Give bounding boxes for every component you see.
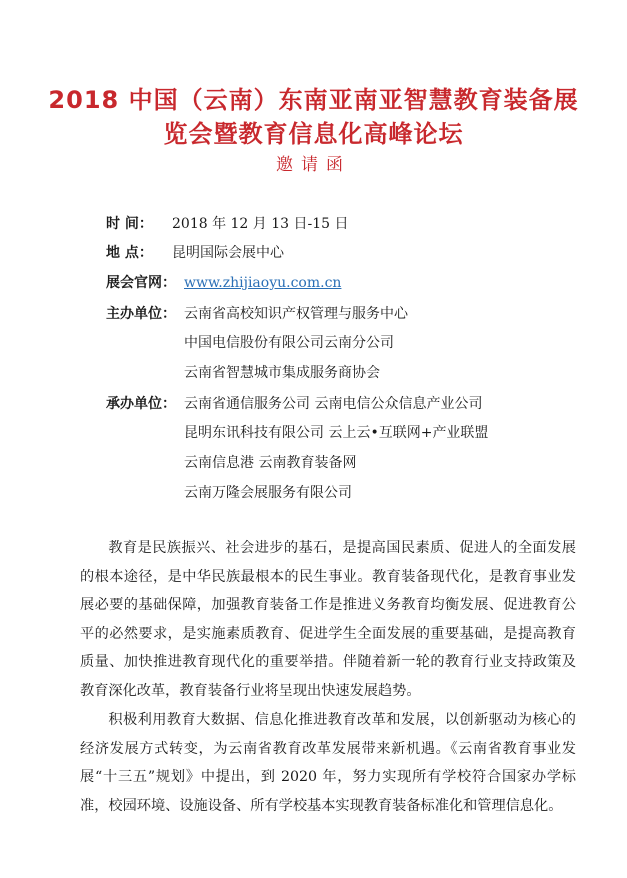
host-item: 云南省智慧城市集成服务商协会 [184,365,380,381]
body-paragraph-2: 积极利用教育大数据、信息化推进教育改革和发展，以创新驱动为核心的经济发展方式转变，为云南省教育改革发展带来新机遇。《云南省教育事业发展“十三五”规划》中提出，到 2020 年，努力实现所有学校符合国家办学标准，校园环境、设施设备、所有学校基本实现教育装备标准化和管理信息化。 [80,712,576,814]
site-label: 展会官网： [106,275,176,291]
host-item: 云南省高校知识产权管理与服务中心 [184,306,408,322]
organizer-row [106,394,482,414]
organizer-item: 云南信息港 云南教育装备网 [184,455,357,471]
site-link[interactable]: www.zhijiaoyu.com.cn [184,275,342,291]
title-line-1: 2018 中国（云南）东南亚南亚智慧教育装备展 [48,86,579,114]
host-row [106,304,408,324]
subtitle: 邀请函 [276,155,351,175]
place-label: 地 点： [106,245,153,261]
time-value: 2018 年 12 月 13 日-15 日 [172,216,349,232]
organizer-item: 云南万隆会展服务有限公司 [184,485,352,501]
place-value: 昆明国际会展中心 [172,245,284,261]
organizer-label: 承办单位： [106,396,176,412]
organizer-item: 昆明东讯科技有限公司 云上云•互联网+产业联盟 [184,425,489,441]
host-label: 主办单位： [106,306,176,322]
host-item: 中国电信股份有限公司云南分公司 [184,335,394,351]
organizer-item: 云南省通信服务公司 云南电信公众信息产业公司 [184,396,483,412]
time-row [106,214,349,234]
body-paragraph-1: 教育是民族振兴、社会进步的基石，是提高国民素质、促进人的全面发展的根本途径，是中华民族最根本的民生事业。教育装备现代化，是教育事业发展必要的基础保障，加强教育装备工作是推进义务教育均衡发展、促进教育公平的必然要求，是实施素质教育、促进学生全面发展的重要基础，是提高教育质量、加快推进教育现代化的重要举措。伴随着新一轮的教育行业支持政策及教育深化改革，教育装备行业将呈现出快速发展趋势。 [80,540,576,699]
site-row [106,273,341,293]
place-row [106,243,284,263]
time-label: 时 间： [106,216,153,232]
title-line-2: 览会暨教育信息化高峰论坛 [163,120,464,148]
